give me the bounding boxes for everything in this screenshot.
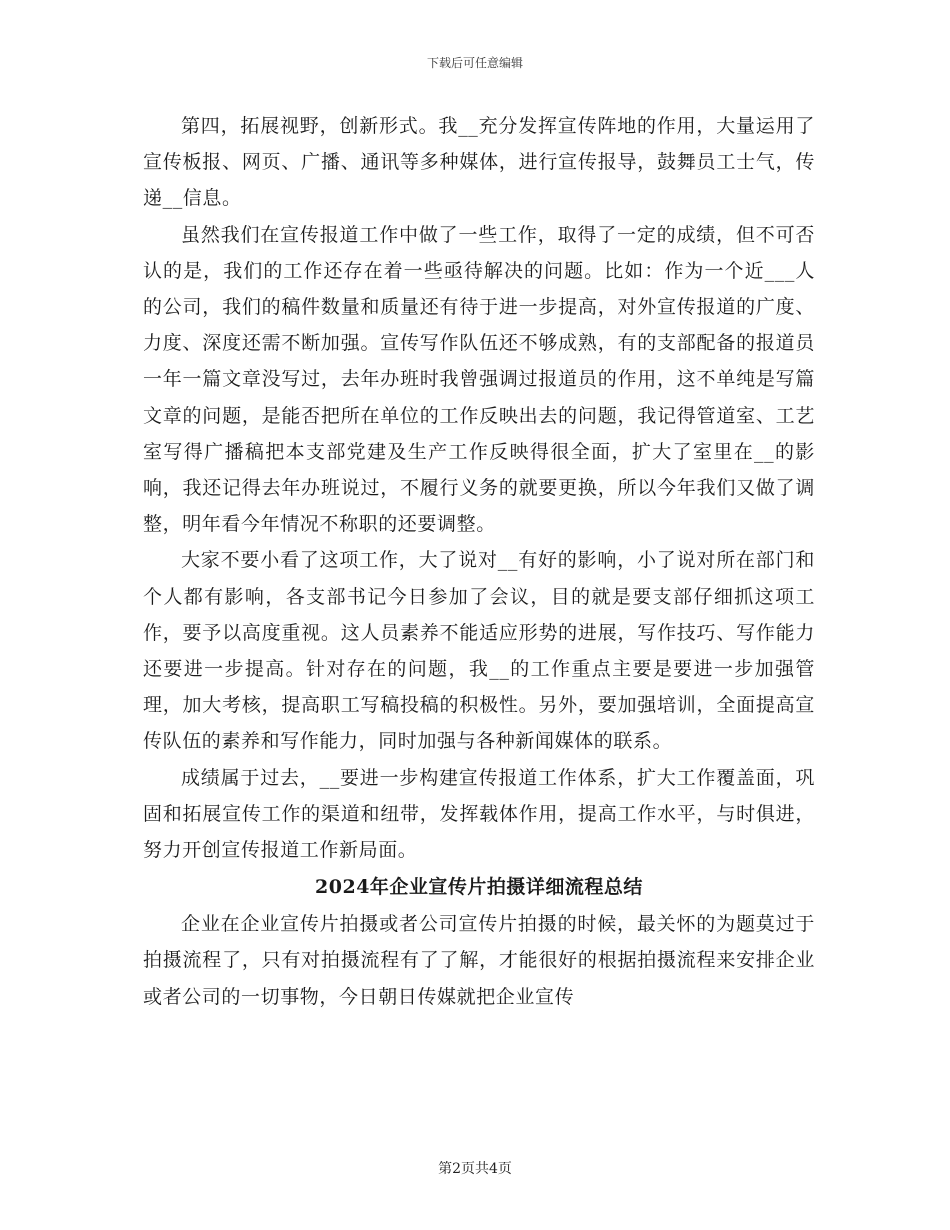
section-paragraph: 企业在企业宣传片拍摄或者公司宣传片拍摄的时候，最关怀的为题莫过于拍摄流程了，只有对拍摄流程有了了解，才能很好的根据拍摄流程来安排企业或者公司的一切事物，今日朝日传媒就把企业宣传 bbox=[143, 913, 815, 1008]
paragraph: 成绩属于过去，__要进一步构建宣传报道工作体系，扩大工作覆盖面，巩固和拓展宣传工作的渠道和纽带，发挥载体作用，提高工作水平，与时俱进，努力开创宣传报道工作新局面。 bbox=[143, 766, 815, 862]
paragraph: 大家不要小看了这项工作，大了说对__有好的影响，小了说对所在部门和个人都有影响，各支部书记今日参加了会议，目的就是要支部仔细抓这项工作，要予以高度重视。这人员素养不能适应形势的进展，写作技巧、写作能力还要进一步提高。针对存在的问题，我__的工作重点主要是要进一步加强管理，加大考核，提高职工写稿投稿的积极性。另外，要加强培训，全面提高宣传队伍的素养和写作能力，同时加强与各种新闻媒体的联系。 bbox=[143, 549, 815, 753]
document-body bbox=[143, 108, 815, 1015]
page-number: 第2页共4页 bbox=[438, 1161, 512, 1177]
section-title: 2024年企业宣传片拍摄详细流程总结 bbox=[315, 876, 643, 899]
paragraph: 虽然我们在宣传报道工作中做了一些工作，取得了一定的成绩，但不可否认的是，我们的工作还存在着一些亟待解决的问题。比如：作为一个近___人的公司，我们的稿件数量和质量还有待于进一步提高，对外宣传报道的广度、力度、深度还需不断加强。宣传写作队伍还不够成熟，有的支部配备的报道员一年一篇文章没写过，去年办班时我曾强调过报道员的作用，这不单纯是写篇文章的问题，是能否把所在单位的工作反映出去的问题，我记得管道室、工艺室写得广播稿把本支部党建及生产工作反映得很全面，扩大了室里在__的影响，我还记得去年办班说过，不履行义务的就要更换，所以今年我们又做了调整，明年看今年情况不称职的还要调整。 bbox=[143, 223, 815, 536]
paragraph: 第四，拓展视野，创新形式。我__充分发挥宣传阵地的作用，大量运用了宣传板报、网页、广播、通讯等多种媒体，进行宣传报导，鼓舞员工士气，传递__信息。 bbox=[143, 115, 815, 210]
header-note: 下载后可任意编辑 bbox=[426, 56, 523, 70]
